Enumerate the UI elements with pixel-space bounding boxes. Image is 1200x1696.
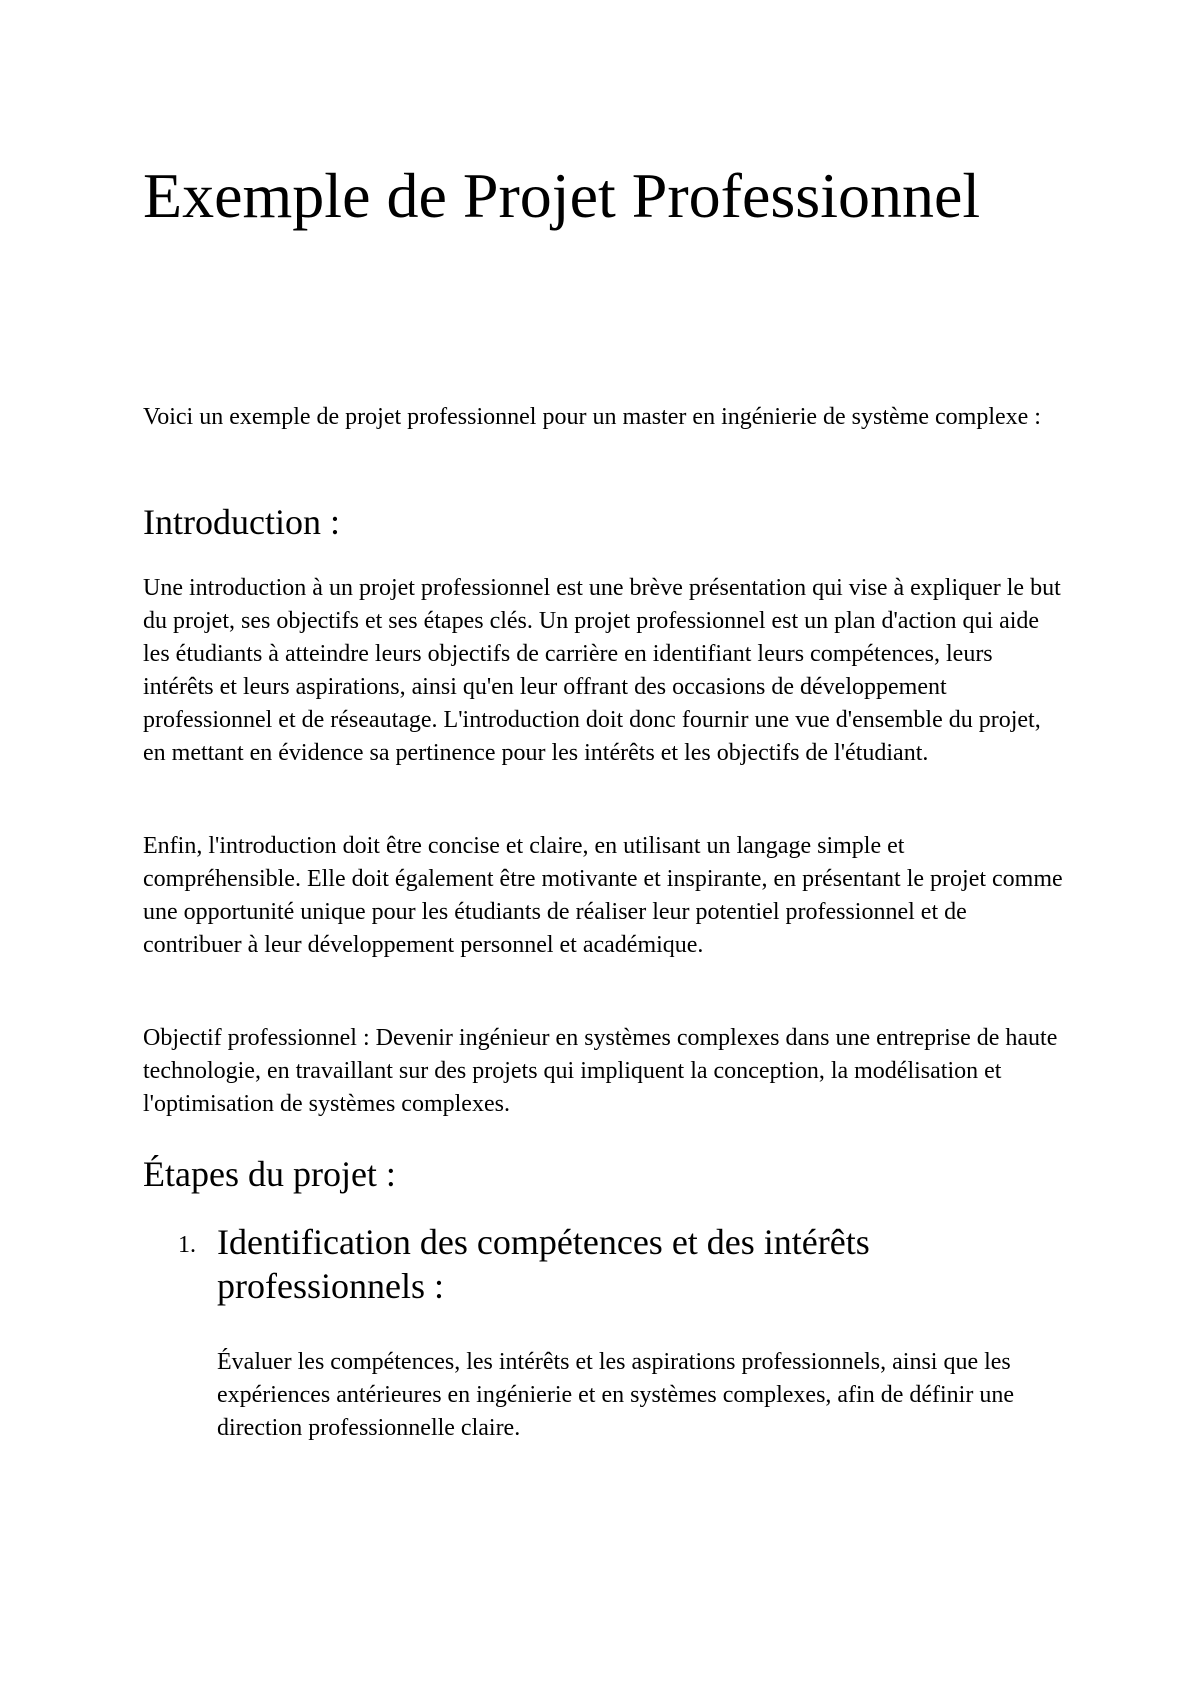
lead-paragraph: Voici un exemple de projet professionnel pour un master en ingénierie de système complexe : (143, 404, 1041, 430)
list-item (143, 1220, 1083, 1445)
objective-paragraph: Objectif professionnel : Devenir ingénieur en systèmes complexes dans une entreprise de haute technologie, en travaillant sur des projets qui impliquent la conception, la modélisation et l'optimisation de systèmes complexes. (143, 1025, 1058, 1117)
list-item-heading: Identification des compétences et des intérêts professionnels : (217, 1222, 870, 1306)
document-title: Exemple de Projet Professionnel (143, 160, 981, 231)
introduction-paragraph-2: Enfin, l'introduction doit être concise et claire, en utilisant un langage simple et compréhensible. Elle doit également être motivante et inspirante, en présentant le projet comme une opportunité unique pour les étudiants de réaliser leur potentiel professionnel et de contribuer à leur développement personnel et académique. (143, 833, 1063, 958)
introduction-paragraph-1: Une introduction à un projet professionnel est une brève présentation qui vise à expliquer le but du projet, ses objectifs et ses étapes clés. Un projet professionnel est un plan d'action qui aide les étudiants à atteindre leurs objectifs de carrière en identifiant leurs compétences, leurs intérêts et leurs aspirations, ainsi qu'en leur offrant des occasions de développement professionnel et de réseautage. L'introduction doit donc fournir une vue d'ensemble du projet, en mettant en évidence sa pertinence pour les intérêts et les objectifs de l'étudiant. (143, 575, 1061, 766)
list-item-number: 1. (178, 1232, 196, 1258)
section-heading-etapes: Étapes du projet : (143, 1154, 396, 1194)
section-heading-introduction: Introduction : (143, 502, 340, 542)
steps-list (143, 1220, 1083, 1445)
list-item-text: Évaluer les compétences, les intérêts et les aspirations professionnels, ainsi que les expériences antérieures en ingénierie et en systèmes complexes, afin de définir une direction professionnelle claire. (217, 1349, 1014, 1441)
